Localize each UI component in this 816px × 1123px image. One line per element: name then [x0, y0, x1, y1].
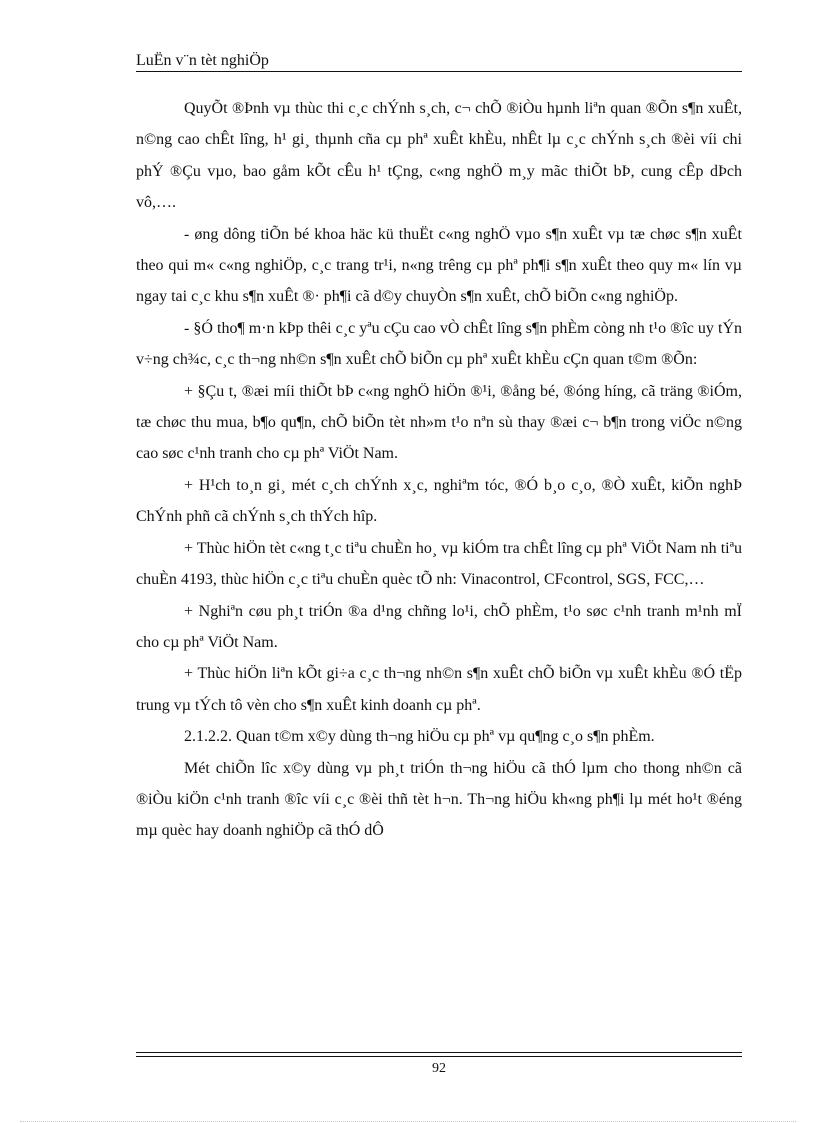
paragraph: - §Ó tho¶ m·n kÞp thêi c¸c yªu cÇu cao vÒ chÊt lîng s¶n phÈm còng nh t¹o ®îc uy tÝn v÷ng ch¾c, c¸c th¬ng nh©n s¶n xuÊt chÕ biÕn cµ phª xuÊt khÈu cÇn quan t©m ®Õn:	[136, 319, 742, 369]
footer-rule-thin	[136, 1056, 742, 1057]
running-header: LuËn v¨n tèt nghiÖp	[136, 52, 269, 69]
paragraph: - øng dông tiÕn bé khoa häc kü thuËt c«ng nghÖ vµo s¶n xuÊt vµ tæ chøc s¶n xuÊt theo qui m« c«ng nghiÖp, c¸c trang tr¹i, n«ng trêng cµ phª ph¶i s¶n xuÊt theo quy m« lín vµ ngay tai c¸c khu s¶n xuÊt ®· ph¶i cã d©y chuyÒn s¶n xuÊt, chÕ biÕn c«ng nghiÖp.	[136, 225, 742, 306]
paragraph: QuyÕt ®Þnh vµ thùc thi c¸c chÝnh s¸ch, c¬ chÕ ®iÒu hµnh liªn quan ®Õn s¶n xuÊt, n©ng cao chÊt lîng, h¹ gi¸ thµnh cña cµ phª xuÊt khÈu, nhÊt lµ c¸c chÝnh s¸ch ®èi víi chi phÝ ®Çu vµo, bao gåm kÕt cÊu h¹ tÇng, c«ng nghÖ m¸y mãc thiÕt bÞ, cung cÊp dÞch vô,….	[136, 100, 742, 212]
paragraph: + Thùc hiÖn liªn kÕt gi÷a c¸c th¬ng nh©n s¶n xuÊt chÕ biÕn vµ xuÊt khÈu ®Ó tËp trung vµ tÝch tô vèn cho s¶n xuÊt kinh doanh cµ phª.	[136, 665, 742, 714]
page-bottom-border	[20, 1121, 796, 1122]
paragraph: + Nghiªn cøu ph¸t triÓn ®a d¹ng chñng lo¹i, chÕ phÈm, t¹o søc c¹nh tranh m¹nh mÏ cho cµ phª ViÖt Nam.	[136, 602, 742, 651]
paragraph: + Thùc hiÖn tèt c«ng t¸c tiªu chuÈn ho¸ vµ kiÓm tra chÊt lîng cµ phª ViÖt Nam nh tiªu chuÈn 4193, thùc hiÖn c¸c tiªu chuÈn quèc tÕ nh: Vinacontrol, CFcontrol, SGS, FCC,…	[136, 539, 742, 589]
body-text	[136, 93, 742, 847]
page-number: 92	[432, 1061, 446, 1076]
paragraph: + H¹ch to¸n gi¸ mét c¸ch chÝnh x¸c, nghiªm tóc, ®Ó b¸o c¸o, ®Ò xuÊt, kiÕn nghÞ ChÝnh phñ cã chÝnh s¸ch thÝch hîp.	[136, 476, 742, 526]
paragraph: Mét chiÕn lîc x©y dùng vµ ph¸t triÓn th¬ng hiÖu cã thÓ lµm cho thong nh©n cã ®iÒu kiÖn c¹nh tranh ®îc víi c¸c ®èi thñ tèt h¬n. Th¬ng hiÖu kh«ng ph¶i lµ mét ho¹t ®éng mµ quèc hay doanh nghiÖp cã thÓ dÔ	[136, 759, 742, 840]
paragraph: + §Çu t, ®æi míi thiÕt bÞ c«ng nghÖ hiÖn ®¹i, ®ång bé, ®óng híng, cã träng ®iÓm, tæ chøc thu mua, b¶o qu¶n, chÕ biÕn tèt nh»m t¹o nªn sù thay ®æi c¬ b¶n trong viÖc n©ng cao søc c¹nh tranh cho cµ phª ViÖt Nam.	[136, 382, 742, 463]
footer-rule	[136, 1052, 742, 1053]
section-heading: 2.1.2.2. Quan t©m x©y dùng th¬ng hiÖu cµ phª vµ qu¶ng c¸o s¶n phÈm.	[184, 728, 655, 746]
header-rule	[136, 71, 742, 72]
